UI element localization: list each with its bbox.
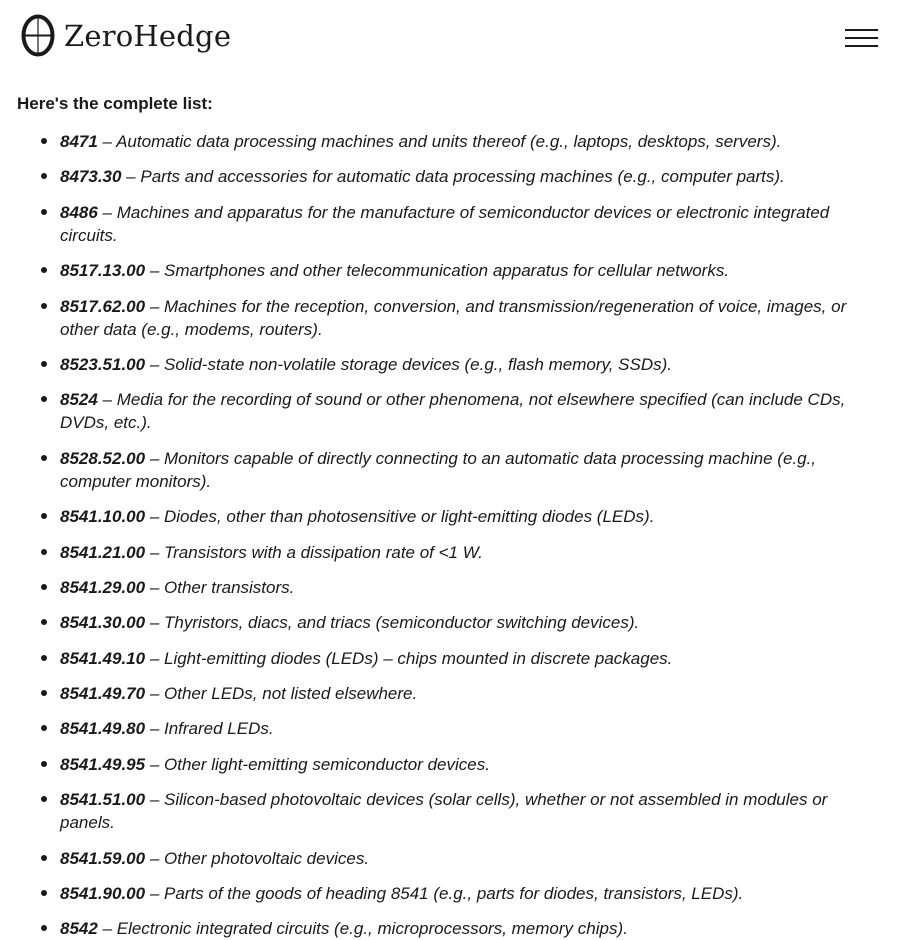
list-item xyxy=(17,201,899,247)
hs-code-description: – Other transistors. xyxy=(145,577,295,597)
list-item xyxy=(17,295,899,341)
hs-code: 8541.49.95 xyxy=(60,754,146,774)
list-item xyxy=(17,388,899,434)
list-item xyxy=(17,541,899,564)
hs-code-description: – Smartphones and other telecommunication apparatus for cellular networks. xyxy=(145,261,730,281)
hs-code-description: – Infrared LEDs. xyxy=(145,719,274,739)
hs-code: 8541.49.70 xyxy=(60,684,146,704)
hs-code: 8523.51.00 xyxy=(60,354,146,374)
hs-code: 8471 xyxy=(60,132,98,151)
hs-code-description: – Other photovoltaic devices. xyxy=(145,848,370,868)
tariff-code-list xyxy=(17,130,899,940)
list-item xyxy=(17,353,899,376)
hs-code: 8473.30 xyxy=(60,167,122,187)
hs-code: 8541.10.00 xyxy=(60,507,146,527)
hs-code-description: – Solid-state non-volatile storage devices (e.g., flash memory, SSDs). xyxy=(145,354,673,374)
hs-code: 8541.59.00 xyxy=(60,848,146,868)
list-item xyxy=(17,447,899,493)
hs-code-description: – Light-emitting diodes (LEDs) – chips mounted in discrete packages. xyxy=(145,648,673,668)
hs-code-description: – Automatic data processing machines and units thereof (e.g., laptops, desktops, servers). xyxy=(97,132,782,151)
hs-code-description: – Parts of the goods of heading 8541 (e.g., parts for diodes, transistors, LEDs). xyxy=(145,884,744,904)
hs-code-description: – Electronic integrated circuits (e.g., microprocessors, memory chips). xyxy=(97,919,628,939)
hamburger-menu-button[interactable] xyxy=(845,28,878,50)
hs-code-description: – Thyristors, diacs, and triacs (semiconductor switching devices). xyxy=(145,613,640,633)
list-item xyxy=(17,165,899,188)
hs-code-description: – Diodes, other than photosensitive or light-emitting diodes (LEDs). xyxy=(145,507,655,527)
hs-code: 8541.30.00 xyxy=(60,613,146,633)
hs-code-description: – Transistors with a dissipation rate of <1 W. xyxy=(145,542,483,562)
hs-code: 8524 xyxy=(60,390,98,410)
hs-code-description: – Other light-emitting semiconductor devices. xyxy=(145,754,490,774)
hs-code: 8517.13.00 xyxy=(60,261,146,281)
list-item xyxy=(17,611,899,634)
list-item xyxy=(17,682,899,705)
list-item xyxy=(17,788,899,834)
hs-code: 8541.90.00 xyxy=(60,884,146,904)
list-intro: Here's the complete list: xyxy=(17,94,213,113)
hs-code: 8528.52.00 xyxy=(60,448,146,468)
list-item xyxy=(17,717,899,740)
list-item xyxy=(17,917,899,940)
menu-bar-icon xyxy=(845,29,878,31)
list-item xyxy=(17,505,899,528)
site-logo[interactable] xyxy=(21,14,231,57)
hs-code-description: – Parts and accessories for automatic data processing machines (e.g., computer parts). xyxy=(121,167,785,187)
hs-code-description: – Other LEDs, not listed elsewhere. xyxy=(145,684,418,704)
list-item xyxy=(17,847,899,870)
hs-code-description: – Monitors capable of directly connecting to an automatic data processing machine (e.g., computer monitors). xyxy=(60,448,817,491)
hs-code: 8486 xyxy=(60,202,98,222)
list-item xyxy=(17,259,899,282)
hs-code-description: – Media for the recording of sound or other phenomena, not elsewhere specified (can include CDs, DVDs, etc.). xyxy=(60,390,846,433)
hs-code: 8541.21.00 xyxy=(60,542,146,562)
site-brand-name: ZeroHedge xyxy=(64,18,232,53)
list-item xyxy=(17,753,899,776)
list-item xyxy=(17,130,899,153)
hs-code-description: – Machines for the reception, conversion, and transmission/regeneration of voice, images, or other data (e.g., modems, routers). xyxy=(60,296,847,339)
hs-code: 8541.49.10 xyxy=(60,648,146,668)
list-item xyxy=(17,576,899,599)
menu-bar-icon xyxy=(845,37,878,39)
list-item xyxy=(17,647,899,670)
zerohedge-logo-icon xyxy=(21,14,55,57)
hs-code: 8541.49.80 xyxy=(60,719,146,739)
list-item xyxy=(17,882,899,905)
hs-code-description: – Silicon-based photovoltaic devices (solar cells), whether or not assembled in modules or panels. xyxy=(60,790,828,833)
menu-bar-icon xyxy=(845,45,878,47)
hs-code: 8541.29.00 xyxy=(60,577,146,597)
article-body xyxy=(0,92,899,940)
hs-code: 8517.62.00 xyxy=(60,296,146,316)
site-header xyxy=(0,0,899,76)
hs-code-description: – Machines and apparatus for the manufacture of semiconductor devices or electronic integrated circuits. xyxy=(60,202,830,245)
hs-code: 8541.51.00 xyxy=(60,790,146,810)
hs-code: 8542 xyxy=(60,919,98,939)
